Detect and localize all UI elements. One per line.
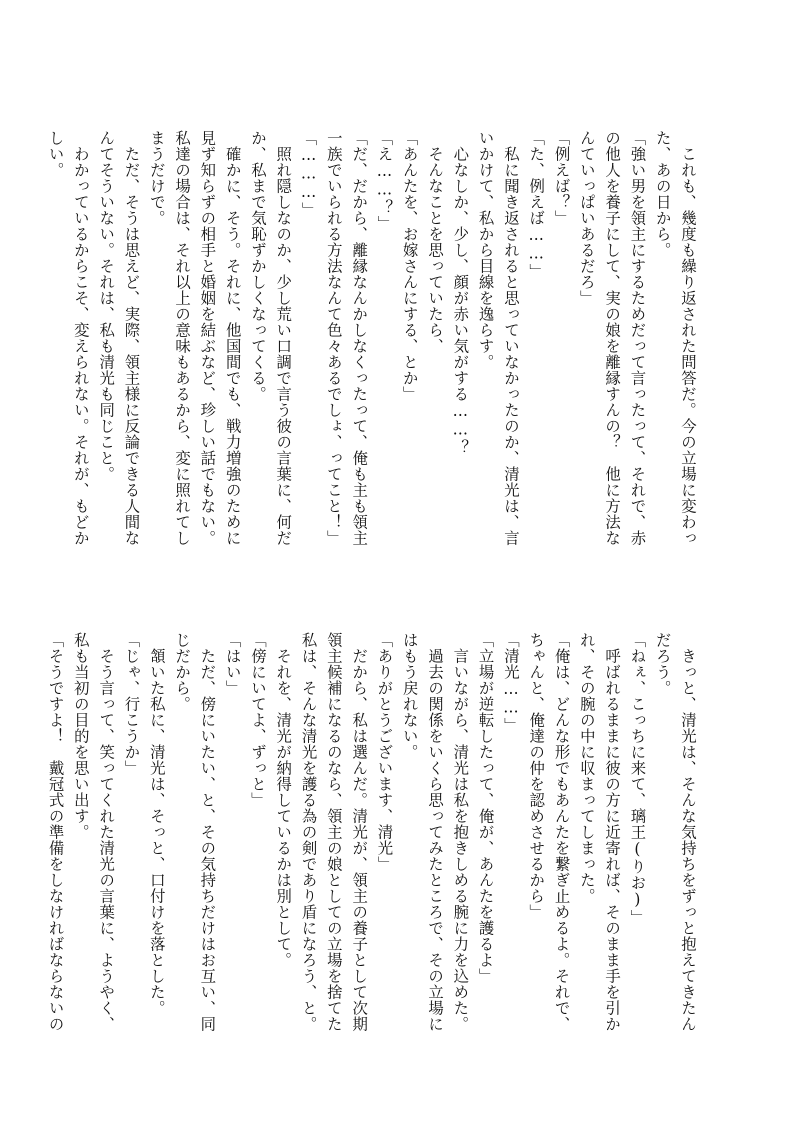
text-line: はもう戻れない。 bbox=[400, 632, 419, 760]
text-line: 「そうですよ！ 戴冠式の準備をしなければならないの bbox=[46, 632, 65, 1032]
text-line: 「はい」 bbox=[223, 632, 242, 696]
text-line: いかけて、私から目線を逸らす。 bbox=[476, 130, 495, 370]
text-line: しい。 bbox=[46, 130, 65, 178]
text-line: だから、私は選んだ。清光が、領主の養子として次期 bbox=[350, 632, 369, 1032]
text-line: 私は、そんな清光を護る為の剣であり盾になろう、と。 bbox=[299, 632, 318, 1032]
text-line: だろう。 bbox=[653, 632, 672, 696]
text-line: 「た、例えば……」 bbox=[527, 130, 546, 280]
text-line: 「ありがとうございます、清光」 bbox=[375, 632, 394, 872]
text-line: まうだけで。 bbox=[147, 130, 166, 226]
text-line: の他人を養子にして、実の娘を離縁すんの？ 他に方法な bbox=[603, 130, 622, 546]
text-line: そんなことを思っていたら、 bbox=[426, 130, 445, 354]
lower-text-block bbox=[46, 632, 700, 1102]
text-line: そう言って、笑ってくれた清光の言葉に、ようやく、 bbox=[97, 632, 116, 1032]
text-line: 頷いた私に、清光は、そっと、口付けを落とした。 bbox=[147, 632, 166, 1016]
upper-text-block bbox=[46, 130, 700, 600]
text-line: んてそういない。それは、私も清光も同じこと。 bbox=[97, 130, 116, 482]
text-line: 過去の関係をいくら思ってみたところで、その立場に bbox=[426, 632, 445, 1032]
text-line: じだから。 bbox=[173, 632, 192, 712]
text-line: 心なしか、少し、顔が赤い気がする……？ bbox=[451, 130, 470, 456]
text-line: ただ、そうは思えど、実際、領主様に反論できる人間な bbox=[122, 130, 141, 546]
text-line: 呼ばれるままに彼の方に近寄れば、そのまま手を引か bbox=[603, 632, 622, 1032]
text-line: それを、清光が納得しているかは別として。 bbox=[274, 632, 293, 968]
text-line: 「例えば？」 bbox=[552, 130, 571, 226]
text-line: 「清光……」 bbox=[501, 632, 520, 734]
text-line: んていっぱいあるだろ」 bbox=[577, 130, 596, 306]
text-line: ただ、傍にいたい、と、その気持ちだけはお互い、同 bbox=[198, 632, 217, 1032]
text-line: 「え……？」 bbox=[375, 130, 394, 232]
text-line: 照れ隠しなのか、少し荒い口調で言う彼の言葉に、何だ bbox=[274, 130, 293, 546]
text-line: 一族でいられる方法なんて色々あるでしょ、ってこと！」 bbox=[324, 130, 343, 546]
text-line: 見ず知らずの相手と婚姻を結ぶなど、珍しい話でもない。 bbox=[198, 130, 217, 546]
text-line: 「だ、だから、離縁なんかしなくったって、俺も主も領主 bbox=[350, 130, 369, 546]
text-line: 「傍にいてよ、ずっと」 bbox=[248, 632, 267, 808]
text-line: 領主候補になるのなら、領主の娘としての立場を捨てた bbox=[324, 632, 343, 1032]
text-line: 言いながら、清光は私を抱きしめる腕に力を込めた。 bbox=[451, 632, 470, 1032]
text-line: か、私まで気恥ずかしくなってくる。 bbox=[248, 130, 267, 402]
text-line: わかっているからこそ、変えられない。それが、もどか bbox=[71, 130, 90, 546]
text-line: 私達の場合は、それ以上の意味もあるから、変に照れてし bbox=[173, 130, 192, 546]
text-line: 「じゃ、行こうか」 bbox=[122, 632, 141, 776]
text-line: 「強い男を領主にするためだって言ったって、それで、赤 bbox=[628, 130, 647, 546]
text-line: 「ねぇ、こっちに来て、璃王(りお)」 bbox=[628, 632, 647, 926]
text-line: 「立場が逆転したって、俺が、あんたを護るよ」 bbox=[476, 632, 495, 984]
text-line: 「俺は、どんな形でもあんたを繋ぎ止めるよ。それで、 bbox=[552, 632, 571, 1032]
text-line: れ、その腕の中に収まってしまった。 bbox=[577, 632, 596, 904]
text-line: きっと、清光は、そんな気持ちをずっと抱えてきたん bbox=[679, 632, 697, 1032]
text-line: 私も当初の目的を思い出す。 bbox=[71, 632, 90, 840]
text-line: ちゃんと、俺達の仲を認めさせるから」 bbox=[527, 632, 546, 920]
text-line: 「………」 bbox=[299, 130, 318, 218]
text-line: 私に聞き返されると思っていなかったのか、清光は、言 bbox=[501, 130, 520, 546]
text-line: 確かに、そう。それに、他国間でも、戦力増強のために bbox=[223, 130, 242, 546]
text-line: 「あんたを、お嫁さんにする、とか」 bbox=[400, 130, 419, 402]
text-line: た、あの日から。 bbox=[653, 130, 672, 258]
text-line: これも、幾度も繰り返された問答だ。今の立場に変わっ bbox=[679, 130, 697, 546]
